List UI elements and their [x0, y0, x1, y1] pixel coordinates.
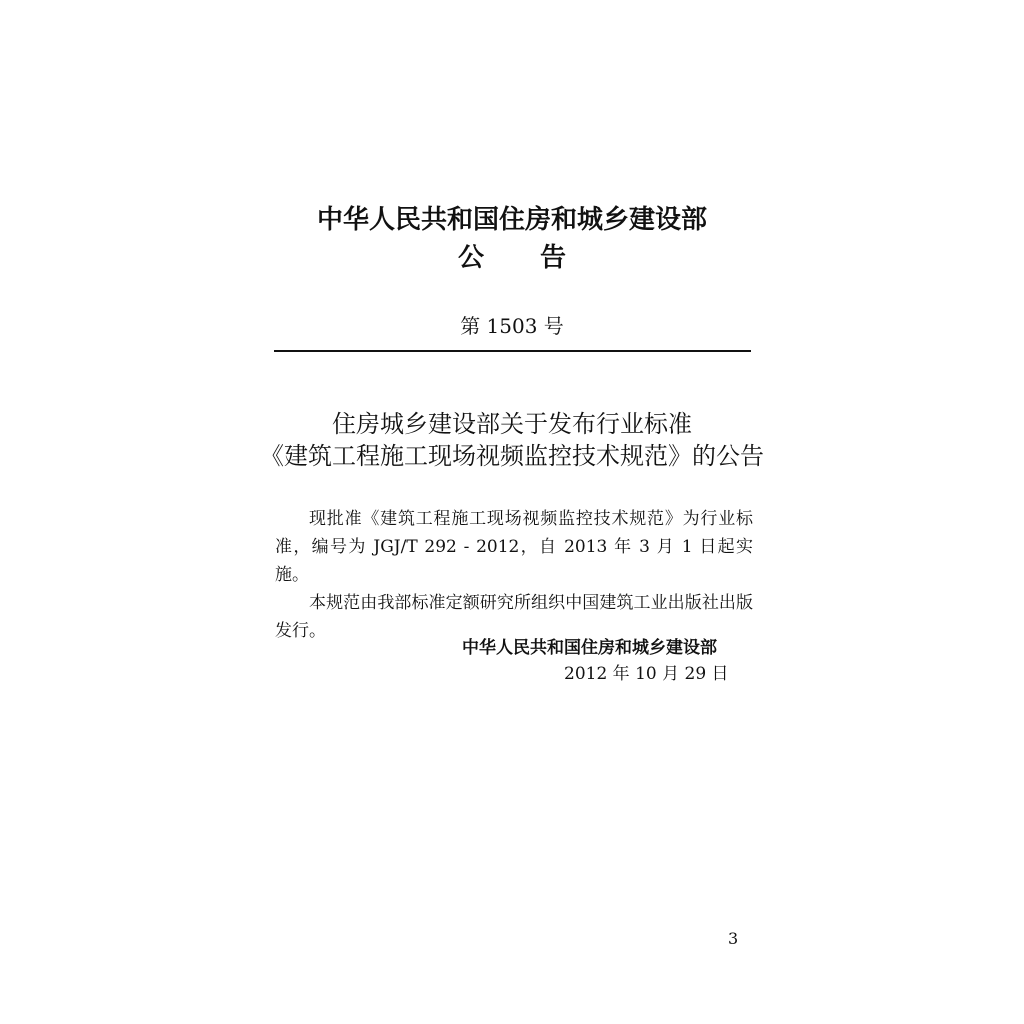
header-divider — [274, 350, 751, 352]
notice-heading — [0, 240, 1024, 276]
body-paragraph-1: 现批准《建筑工程施工现场视频监控技术规范》为行业标准，编号为 JGJ/T 292 - 2012，自 2013 年 3 月 1 日起实施。 — [275, 509, 753, 585]
notice-heading-char-2: 告 — [540, 243, 567, 273]
signature-date: 2012 年 10 月 29 日 — [564, 664, 729, 684]
announcement-title-line-2: 《建筑工程施工现场视频监控技术规范》的公告 — [260, 442, 764, 470]
notice-heading-char-1: 公 — [457, 243, 484, 273]
document-number: 第 1503 号 — [460, 314, 564, 338]
page-number: 3 — [728, 929, 739, 948]
signature-organization: 中华人民共和国住房和城乡建设部 — [462, 638, 717, 658]
issuing-organization: 中华人民共和国住房和城乡建设部 — [316, 205, 707, 235]
announcement-body — [275, 505, 753, 645]
body-paragraph-2: 本规范由我部标准定额研究所组织中国建筑工业出版社出版发行。 — [275, 593, 753, 641]
announcement-title-line-1: 住房城乡建设部关于发布行业标准 — [332, 410, 692, 438]
